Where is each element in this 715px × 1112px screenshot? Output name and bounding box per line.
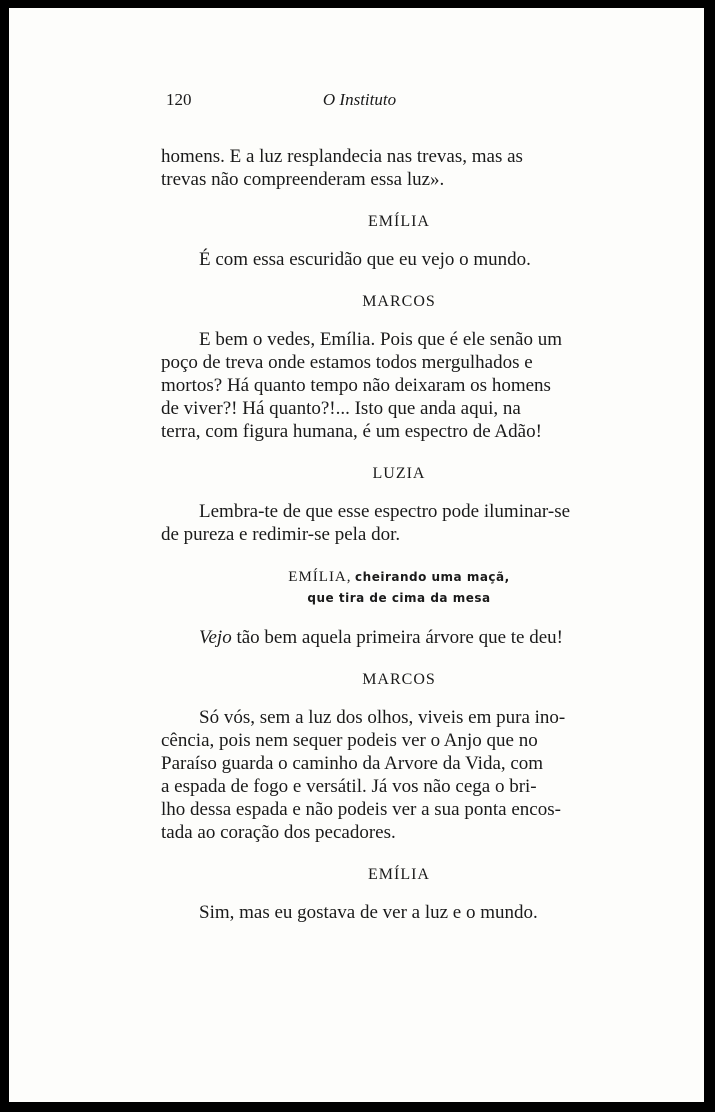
text-line: Lembra-te de que esse espectro pode iluminar-se <box>199 501 571 522</box>
stage-direction <box>161 567 637 608</box>
page-body <box>161 145 637 924</box>
speaker-name: LUZIA <box>372 465 426 482</box>
text-line: Paraíso guarda o caminho da Arvore da Vida, com <box>161 753 544 774</box>
text-line: Sim, mas eu gostava de ver a luz e o mundo. <box>199 902 538 923</box>
speaker-name: EMÍLIA <box>368 213 430 230</box>
text-line: lho dessa espada e não podeis ver a sua ponta encos- <box>161 799 561 820</box>
text-line: terra, com figura humana, é um espectro de Adão! <box>161 421 542 442</box>
stage-speaker: EMÍLIA, <box>288 569 352 585</box>
text-line: É com essa escuridão que eu vejo o mundo. <box>199 249 531 270</box>
text-line: tão bem aquela primeira árvore que te deu! <box>231 627 564 648</box>
paragraph-7 <box>161 901 637 924</box>
speaker-name: MARCOS <box>362 671 436 688</box>
paragraph-6 <box>161 706 637 844</box>
text-line: de pureza e redimir-se pela dor. <box>161 524 401 545</box>
page-header <box>9 90 704 114</box>
speaker-name: MARCOS <box>362 293 436 310</box>
stage-action: que tira de cima da mesa <box>307 591 491 605</box>
paragraph-1 <box>161 145 637 191</box>
speaker-name: EMÍLIA <box>368 866 430 883</box>
text-line: E bem o vedes, Emília. Pois que é ele senão um <box>199 329 563 350</box>
text-line: a espada de fogo e versátil. Já vos não cega o bri- <box>161 776 537 797</box>
paragraph-5 <box>161 626 637 649</box>
text-line: homens. E a luz resplandecia nas trevas, mas as <box>161 146 523 167</box>
text-line: cência, pois nem sequer podeis ver o Anjo que no <box>161 730 538 751</box>
stage-action: cheirando uma maçã, <box>355 570 510 584</box>
book-page <box>9 8 704 1102</box>
text-line: poço de treva onde estamos todos mergulhados e <box>161 352 533 373</box>
running-title: O Instituto <box>322 90 397 109</box>
paragraph-3 <box>161 328 637 443</box>
text-line: Só vós, sem a luz dos olhos, viveis em pura ino- <box>199 707 566 728</box>
text-line: trevas não compreenderam essa luz». <box>161 169 445 190</box>
text-line: mortos? Há quanto tempo não deixaram os homens <box>161 375 551 396</box>
paragraph-2 <box>161 248 637 271</box>
text-line: de viver?! Há quanto?!... Isto que anda aqui, na <box>161 398 521 419</box>
page-number: 120 <box>166 90 192 109</box>
text-line: tada ao coração dos pecadores. <box>161 822 396 843</box>
paragraph-4 <box>161 500 637 546</box>
italic-word: Vejo <box>199 627 232 648</box>
